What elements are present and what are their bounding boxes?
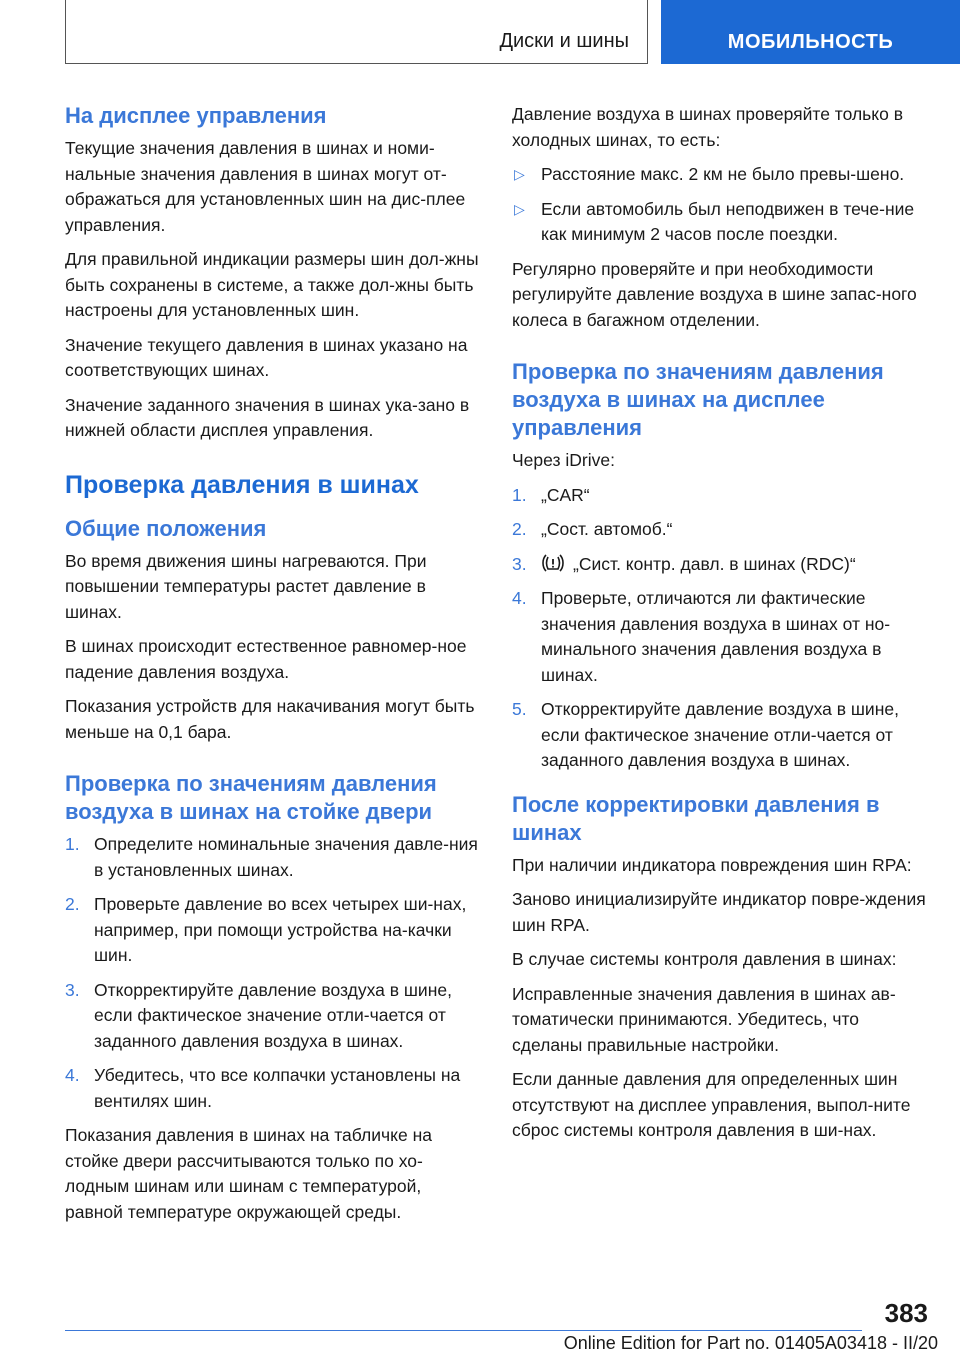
step-number: 4. xyxy=(65,1065,80,1085)
heading-display-check: Проверка по значениям давления воздуха в шинах на дисплее управления xyxy=(512,359,884,440)
step-number: 1. xyxy=(512,484,527,505)
paragraph: При наличии индикатора повреждения шин RPA: xyxy=(512,854,912,875)
header-section-title xyxy=(65,0,648,64)
door-steps-list xyxy=(65,832,480,1114)
step-number: 2. xyxy=(512,519,527,539)
paragraph: Давление воздуха в шинах проверяйте только в холодных шинах, то есть: xyxy=(512,104,904,150)
step-number: 5. xyxy=(512,699,527,719)
step-text: „CAR“ xyxy=(541,484,590,505)
bullet-text: Если автомобиль был неподвижен в тече-ние как минимум 2 часов после поездки. xyxy=(541,198,915,244)
paragraph: Во время движения шины нагреваются. При повышении температуры растет давление в шинах. xyxy=(65,550,427,622)
paragraph: Для правильной индикации размеры шин дол-жны быть сохранены в системе, а также дол-жны быть настроены для установленных шин. xyxy=(65,249,479,320)
list-item xyxy=(512,483,927,509)
list-item xyxy=(65,832,480,883)
heading-general: Общие положения xyxy=(65,515,267,541)
idrive-steps-list xyxy=(512,483,927,774)
paragraph: Значение заданного значения в шинах ука-зано в нижней области дисплея управления. xyxy=(65,394,470,440)
step-number: 1. xyxy=(65,834,80,854)
paragraph: Текущие значения давления в шинах и номи-нальные значения давления в шинах могут от-ображаться для установленных шин на дис-плее управления. xyxy=(65,138,466,235)
list-item xyxy=(512,586,927,688)
paragraph: Заново инициализируйте индикатор повре-ждения шин RPA. xyxy=(512,889,926,935)
step-text: „Сист. контр. давл. в шинах (RDC)“ xyxy=(573,553,856,574)
paragraph: Через iDrive: xyxy=(512,450,615,470)
list-item xyxy=(512,162,927,188)
section-title: Диски и шины xyxy=(499,30,629,52)
triangle-bullet-icon: ▷ xyxy=(514,200,525,217)
left-column xyxy=(65,102,480,1234)
paragraph: В случае системы контроля давления в шинах: xyxy=(512,949,897,969)
paragraph: В шинах происходит естественное равномер-ное падение давления воздуха. xyxy=(65,636,467,682)
paragraph: Исправленные значения давления в шинах ав-томатически принимаются. Убедитесь, что сделаны правильные настройки. xyxy=(512,983,896,1055)
step-text: „Сост. автомоб.“ xyxy=(541,519,673,539)
list-item xyxy=(512,552,927,578)
heading-door-pillar: Проверка по значениям давления воздуха в шинах на стойке двери xyxy=(65,771,437,824)
heading-after-correction: После корректировки давления в шинах xyxy=(512,791,880,845)
page-number: 383 xyxy=(884,1298,928,1328)
right-column xyxy=(512,102,927,1153)
tpms-warning-icon xyxy=(541,552,565,574)
triangle-bullet-icon: ▷ xyxy=(514,166,525,182)
paragraph: Значение текущего давления в шинах указано на соответствующих шинах. xyxy=(65,334,468,380)
step-number: 3. xyxy=(65,979,80,1000)
list-item xyxy=(65,892,480,969)
heading-display: На дисплее управления xyxy=(65,103,327,128)
step-text: Проверьте, отличаются ли фактические значения давления воздуха в шинах от но-минального значения давления воздуха в шинах. xyxy=(541,588,891,685)
paragraph: Показания давления в шинах на табличке на стойке двери рассчитываются только по хо-лодным шинам или шинам с температурой, равной температуре окружающей среды. xyxy=(65,1125,432,1222)
step-number: 4. xyxy=(512,588,527,608)
step-number: 2. xyxy=(65,894,80,914)
heading-check-pressure: Проверка давления в шинах xyxy=(65,470,419,499)
list-item xyxy=(512,197,927,248)
step-number: 3. xyxy=(512,553,527,574)
edition-footer: Online Edition for Part no. 01405A03418 - II/20 xyxy=(563,1333,938,1353)
list-item xyxy=(65,1063,480,1114)
bullet-text: Расстояние макс. 2 км не было превы-шено. xyxy=(541,164,905,184)
paragraph: Если данные давления для определенных шин отсутствуют на дисплее управления, выпол-ните сброс системы контроля давления в ши-нах. xyxy=(512,1069,911,1140)
step-text: Определите номинальные значения давле-ния в установленных шинах. xyxy=(94,834,478,880)
cold-tire-conditions xyxy=(512,162,927,248)
list-item xyxy=(65,978,480,1055)
step-text: Откорректируйте давление воздуха в шине, если фактическое значение отли-чается от заданного давления воздуха в шинах. xyxy=(541,699,899,770)
header-chapter-tab xyxy=(661,0,960,64)
step-text: Проверьте давление во всех четырех ши-нах, например, при помощи устройства на-качки шин. xyxy=(94,894,467,965)
chapter-title: МОБИЛЬНОСТЬ xyxy=(727,31,894,53)
step-text: Убедитесь, что все колпачки установлены на вентилях шин. xyxy=(94,1065,461,1111)
paragraph: Регулярно проверяйте и при необходимости регулируйте давление воздуха в шине запас-ного колеса в багажном отделении. xyxy=(512,258,917,330)
step-text: Откорректируйте давление воздуха в шине, если фактическое значение отли-чается от заданного давления воздуха в шинах. xyxy=(94,979,452,1051)
paragraph: Показания устройств для накачивания могут быть меньше на 0,1 бара. xyxy=(65,696,475,742)
list-item xyxy=(512,517,927,543)
list-item xyxy=(512,697,927,774)
footer-divider xyxy=(65,1330,862,1331)
